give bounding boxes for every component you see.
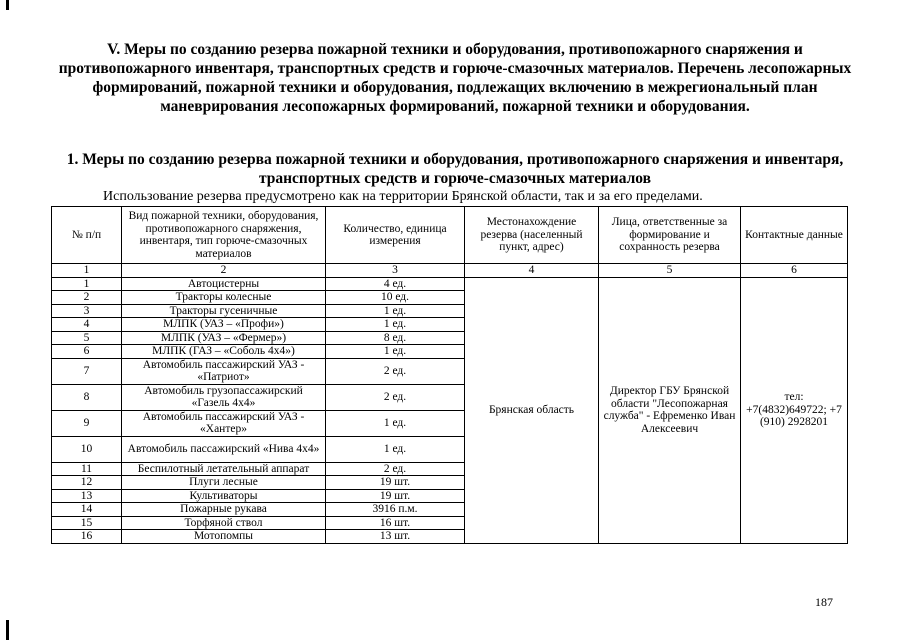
location-cell: Брянская область: [465, 277, 599, 543]
row-quantity: 10 ед.: [326, 291, 465, 305]
header-cell: № п/п: [52, 207, 122, 264]
row-quantity: 2 ед.: [326, 358, 465, 384]
row-item: Торфяной ствол: [122, 516, 326, 530]
row-number: 6: [52, 345, 122, 359]
reserve-table: [51, 206, 848, 544]
row-quantity: 16 шт.: [326, 516, 465, 530]
column-number: 6: [741, 264, 848, 278]
row-number: 2: [52, 291, 122, 305]
row-quantity: 1 ед.: [326, 345, 465, 359]
page-edge-mark: [6, 0, 9, 10]
responsible-cell: Директор ГБУ Брянской области "Лесопожарная служба" - Ефременко Иван Алексеевич: [599, 277, 741, 543]
row-quantity: 1 ед.: [326, 410, 465, 436]
row-quantity: 13 шт.: [326, 530, 465, 544]
row-number: 5: [52, 331, 122, 345]
row-quantity: 2 ед.: [326, 462, 465, 476]
row-quantity: 4 ед.: [326, 277, 465, 291]
row-number: 13: [52, 489, 122, 503]
row-item: МЛПК (УАЗ – «Фермер»): [122, 331, 326, 345]
row-number: 14: [52, 503, 122, 517]
row-quantity: 1 ед.: [326, 304, 465, 318]
row-number: 12: [52, 476, 122, 490]
row-item: МЛПК (УАЗ – «Профи»): [122, 318, 326, 332]
row-item: Автомобиль пассажирский УАЗ - «Хантер»: [122, 410, 326, 436]
row-item: Автомобиль пассажирский УАЗ - «Патриот»: [122, 358, 326, 384]
column-number: 5: [599, 264, 741, 278]
row-number: 9: [52, 410, 122, 436]
column-number: 4: [465, 264, 599, 278]
row-item: Культиваторы: [122, 489, 326, 503]
page-edge-mark: [6, 620, 9, 640]
page-number: 187: [815, 595, 833, 609]
row-number: 15: [52, 516, 122, 530]
row-item: Тракторы колесные: [122, 291, 326, 305]
row-item: Автоцистерны: [122, 277, 326, 291]
row-item: Автомобиль пассажирский «Нива 4х4»: [122, 436, 326, 462]
row-quantity: 8 ед.: [326, 331, 465, 345]
table-header-row: [52, 207, 848, 264]
row-item: Тракторы гусеничные: [122, 304, 326, 318]
section-heading: V. Меры по созданию резерва пожарной техники и оборудования, противопожарного снаряжения и противопожарного инвентаря, транспортных средств и горюче-смазочных материалов. Перечень лесопожарных формирований, пожарной техники и оборудования, подлежащих включению в межрегиональный план маневрирования лесопожарных формирований, пожарной техники и оборудования.: [58, 41, 852, 115]
row-item: Беспилотный летательный аппарат: [122, 462, 326, 476]
row-quantity: 3916 п.м.: [326, 503, 465, 517]
row-quantity: 1 ед.: [326, 436, 465, 462]
row-item: Мотопомпы: [122, 530, 326, 544]
row-number: 16: [52, 530, 122, 544]
contacts-cell: тел: +7(4832)649722; +7 (910) 2928201: [741, 277, 848, 543]
row-number: 1: [52, 277, 122, 291]
table-body: [52, 264, 848, 544]
row-quantity: 19 шт.: [326, 489, 465, 503]
row-number: 8: [52, 384, 122, 410]
subsection-heading: 1. Меры по созданию резерва пожарной техники и оборудования, противопожарного снаряжения и инвентаря, транспортных средств и горюче-смазочных материалов: [66, 151, 844, 187]
row-quantity: 19 шт.: [326, 476, 465, 490]
header-cell: Количество, единица измерения: [326, 207, 465, 264]
column-number: 1: [52, 264, 122, 278]
row-item: МЛПК (ГАЗ – «Соболь 4х4»): [122, 345, 326, 359]
column-number: 2: [122, 264, 326, 278]
row-item: Пожарные рукава: [122, 503, 326, 517]
row-number: 3: [52, 304, 122, 318]
column-number-row: [52, 264, 848, 278]
row-number: 4: [52, 318, 122, 332]
row-number: 11: [52, 462, 122, 476]
table-row: [52, 277, 848, 291]
row-number: 7: [52, 358, 122, 384]
row-quantity: 2 ед.: [326, 384, 465, 410]
intro-text: Использование резерва предусмотрено как на территории Брянской области, так и за его пределами.: [103, 189, 703, 204]
row-quantity: 1 ед.: [326, 318, 465, 332]
header-cell: Вид пожарной техники, оборудования, противопожарного снаряжения, инвентаря, тип горюче-смазочных материалов: [122, 207, 326, 264]
row-number: 10: [52, 436, 122, 462]
header-cell: Местонахождение резерва (населенный пункт, адрес): [465, 207, 599, 264]
header-cell: Контактные данные: [741, 207, 848, 264]
row-item: Автомобиль грузопассажирский «Газель 4х4»: [122, 384, 326, 410]
row-item: Плуги лесные: [122, 476, 326, 490]
header-cell: Лица, ответственные за формирование и сохранность резерва: [599, 207, 741, 264]
column-number: 3: [326, 264, 465, 278]
